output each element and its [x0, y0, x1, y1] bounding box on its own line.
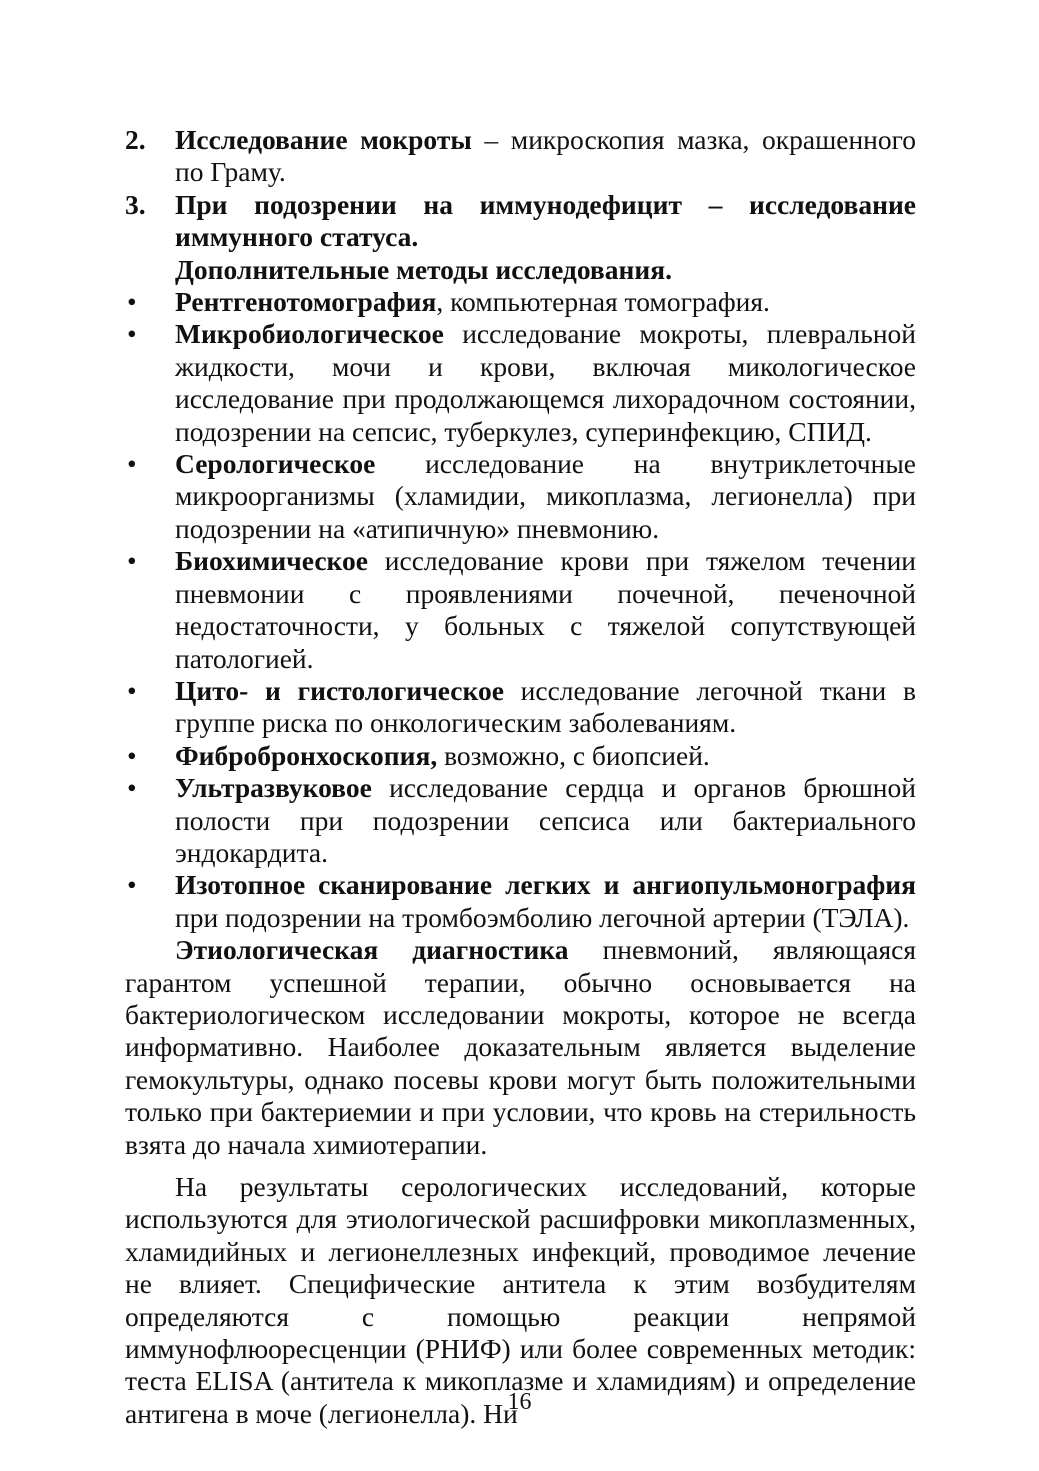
- bullet-marker: •: [127, 286, 137, 318]
- bullet-item: [125, 545, 916, 675]
- bullet-bold-term: Ультразвуковое: [175, 772, 372, 804]
- bullet-text: исследование на внутриклеточные микроорганизмы (хламидии, микоплазма, легионелла) при подозрении на «атипичную» пневмонию.: [175, 448, 916, 544]
- paragraph-bold-term: Этиологическая диагностика: [175, 934, 569, 966]
- bullet-marker: •: [127, 674, 137, 706]
- bullet-text: , компьютерная томография.: [436, 286, 770, 318]
- bullet-marker: •: [127, 772, 137, 804]
- bullet-bold-term: Микробиологическое: [175, 318, 444, 350]
- bullet-item: [125, 286, 916, 318]
- bullet-marker: •: [127, 869, 137, 901]
- bullet-bold-term: Биохимическое: [175, 545, 368, 577]
- item-bold-term: При подозрении на иммунодефицит – исследование иммунного статуса.: [175, 188, 916, 253]
- bullet-text: исследование мокроты, плевральной жидкости, мочи и крови, включая микологическое исследование при продолжающемся лихорадочном состоянии, подозрении на сепсис, туберкулез, суперинфекцию, СПИД.: [175, 318, 916, 447]
- bullet-bold-term: Рентгенотомография: [175, 286, 437, 318]
- bullet-text: исследование крови при тяжелом течении пневмонии с проявлениями почечной, печеночной недостаточности, у больных с тяжелой сопутствующей патологией.: [175, 545, 916, 674]
- page-number: 16: [507, 1389, 532, 1415]
- bullet-item: [125, 869, 916, 934]
- bullet-marker: •: [127, 448, 137, 480]
- paragraph-text: пневмоний, являющаяся гарантом успешной терапии, обычно основывается на бактериологическом исследовании мокроты, которое не всегда информативно. Наиболее доказательным является выделение гемокультуры, однако посевы крови могут быть положительными только при бактериемии и при условии, что кровь на стерильность взята до начала химиотерапии.: [125, 934, 916, 1160]
- bullet-text: при подозрении на тромбоэмболию легочной артерии (ТЭЛА).: [175, 901, 910, 933]
- bullet-marker: •: [127, 318, 137, 350]
- numbered-item-3: [125, 189, 916, 254]
- bullet-bold-term: Серологическое: [175, 448, 376, 480]
- bullet-item: [125, 772, 916, 869]
- bullet-item: [125, 675, 916, 740]
- bullet-text: возможно, с биопсией.: [437, 739, 710, 771]
- bullet-item: [125, 318, 916, 448]
- bullet-bold-term: Цито- и гистологическое: [175, 674, 504, 706]
- item-number: 2.: [125, 124, 146, 155]
- numbered-item-2: [125, 124, 916, 189]
- item-bold-term: Исследование мокроты: [175, 124, 472, 155]
- item-number: 3.: [125, 188, 146, 220]
- item-text: – микроскопия мазка, окрашенного по Граму.: [175, 124, 916, 188]
- bullet-item: [125, 740, 916, 772]
- bullet-text: исследование легочной ткани в группе риска по онкологическим заболеваниям.: [175, 674, 916, 739]
- page-content: [125, 124, 916, 1430]
- bullet-text: исследование сердца и органов брюшной полости при подозрении сепсиса или бактериального эндокардита.: [175, 772, 916, 868]
- bullet-bold-term: Фибробронхоскопия,: [175, 739, 438, 771]
- body-paragraph-etiology: [125, 934, 916, 1161]
- section-heading: Дополнительные методы исследования.: [175, 253, 672, 285]
- bullet-item: [125, 448, 916, 545]
- paragraph-text: На результаты серологических исследований, которые используются для этиологической расшифровки микоплазменных, хламидийных и легионеллезных инфекций, проводимое лечение не влияет. Специфические антитела к этим возбудителям определяются с помощью реакции непрямой иммунофлюоресценции (РНИФ) или более современных методик: теста ELISA (антитела к микоплазме и хламидиям) и определение антигена в моче (легионелла). Ни: [125, 1171, 916, 1429]
- bullet-marker: •: [127, 739, 137, 771]
- bullet-bold-term: Изотопное сканирование легких и ангиопульмонография: [175, 869, 916, 901]
- bullet-marker: •: [127, 545, 137, 577]
